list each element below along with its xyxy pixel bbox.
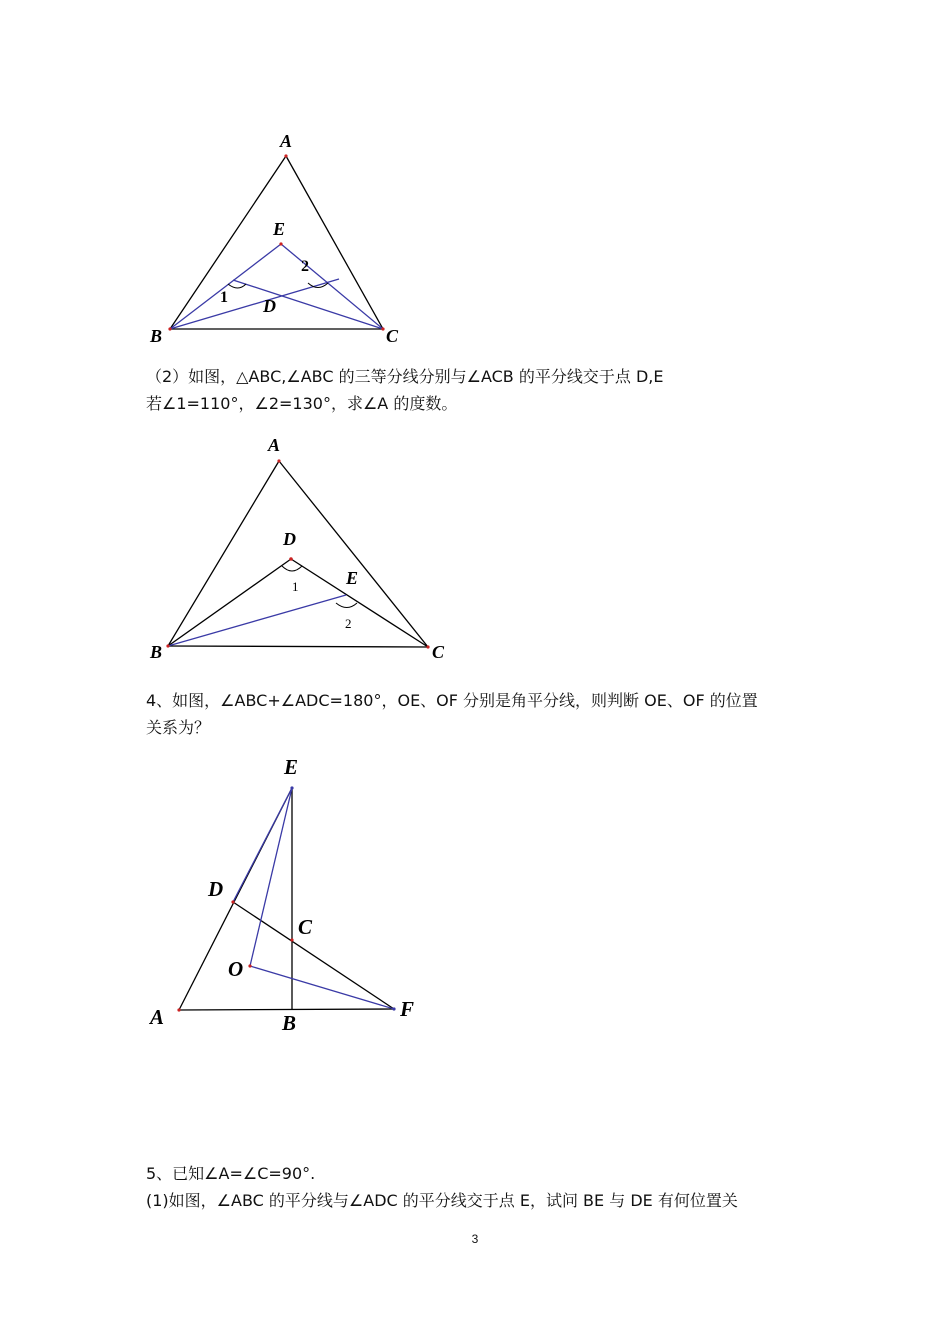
problem-3-2-line-1: （2）如图，△ABC,∠ABC 的三等分线分别与∠ACB 的平分线交于点 D,E <box>146 367 664 386</box>
fig3-label-c: C <box>298 915 313 939</box>
fig2-label-e: E <box>346 568 359 588</box>
problem-5-line-2: (1)如图，∠ABC 的平分线与∠ADC 的平分线交于点 E，试问 BE 与 DE 有何位置关 <box>146 1191 738 1210</box>
fig2-angle-1: 1 <box>292 579 299 594</box>
fig3-label-b: B <box>282 1011 297 1035</box>
fig2-label-c: C <box>432 642 445 662</box>
fig1-label-c: C <box>386 326 399 346</box>
fig3-label-o: O <box>228 957 244 981</box>
fig3-label-e: E <box>284 755 299 779</box>
fig2-label-d: D <box>283 529 296 549</box>
figure-1-lines <box>168 154 384 330</box>
fig3-label-a: A <box>150 1005 165 1029</box>
fig1-label-b: B <box>150 326 163 346</box>
figure-2-lines <box>166 459 429 648</box>
fig2-label-b: B <box>150 642 163 662</box>
problem-5-line-1: 5、已知∠A=∠C=90°. <box>146 1164 316 1183</box>
fig1-label-e: E <box>273 219 286 239</box>
problem-4-line-2: 关系为？ <box>146 718 211 737</box>
fig3-label-d: D <box>208 877 224 901</box>
fig1-angle-2: 2 <box>301 258 309 275</box>
page-number: 3 <box>471 1232 479 1246</box>
fig1-angle-1: 1 <box>220 289 228 306</box>
fig2-label-a: A <box>268 435 281 455</box>
fig1-label-a: A <box>280 131 293 151</box>
fig1-label-d: D <box>263 296 276 316</box>
fig3-label-f: F <box>400 997 415 1021</box>
fig2-angle-2: 2 <box>345 616 352 631</box>
problem-3-2-line-2: 若∠1=110°，∠2=130°，求∠A 的度数。 <box>146 394 458 413</box>
problem-4-line-1: 4、如图，∠ABC+∠ADC=180°，OE、OF 分别是角平分线，则判断 OE、OF 的位置 <box>146 691 758 710</box>
